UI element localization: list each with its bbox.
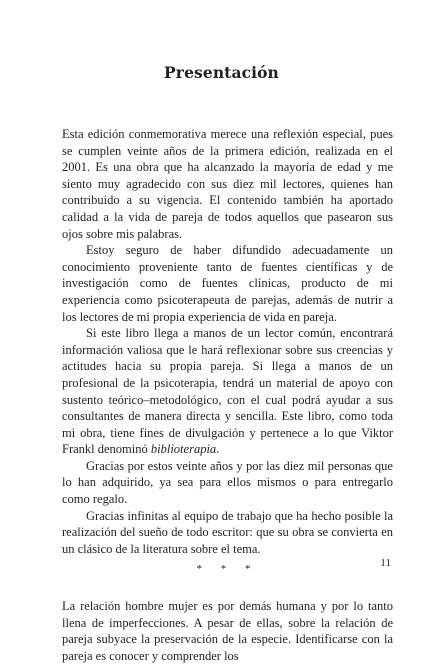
paragraph-3-text: Si este libro llega a manos de un lector común, encontrará información valiosa que le hará reflexionar sobre sus creencias y actitudes hacia su propia pareja. Si llega a manos de un profesional de la psicoterapia, tendrá un material de apoyo con sustento teórico–metodológico, con el cual podrá ayudar a sus consultantes de manera directa y sencilla. Este libro, como toda mi obra, tiene fines de divulgación y pertenece a lo que Viktor Frankl denominó [62, 326, 393, 457]
italic-term: biblioterapia [150, 442, 217, 457]
paragraph-4: Gracias por estos veinte años y por las diez mil personas que lo han adquirido, ya sea para ellos mismos o para entregarlo como regalo. [62, 458, 393, 507]
page-body [62, 126, 393, 664]
page-number: 11 [380, 557, 391, 569]
section-separator: * * * [196, 563, 259, 576]
paragraph-3-tail: . [216, 442, 220, 457]
paragraph-6: La relación hombre mujer es por demás humana y por lo tanto llena de imperfecciones. A pesar de ellas, sobre la relación de pareja subyace la preservación de la especie. Identificarse con la pareja es conocer y comprender los [62, 599, 393, 663]
paragraph-1: Esta edición conmemorativa merece una reflexión especial, pues se cumplen veinte años de la primera edición, realizada en el 2001. Es una obra que ha alcanzado la mayoría de edad y me siento muy agradecido con sus diez mil lectores, quienes han contribuido a su vigencia. El contenido también ha aportado calidad a la vida de pareja de todos aquellos que pasearon sus ojos sobre mis palabras. [62, 127, 393, 241]
page-title: Presentación [164, 63, 279, 82]
paragraph-5: Gracias infinitas al equipo de trabajo que ha hecho posible la realización del sueño de todo escritor: que su obra se convierta en un clásico de la literatura sobre el tema. [62, 508, 393, 556]
paragraph-2: Estoy seguro de haber difundido adecuadamente un conocimiento proveniente tanto de fuentes científicas y de investigación como de fuentes clínicas, producto de mi experiencia como psicoterapeuta de parejas, además de nutrir a los lectores de mi propia experiencia de vida en pareja. [62, 243, 393, 324]
paragraph-3 [62, 325, 393, 458]
